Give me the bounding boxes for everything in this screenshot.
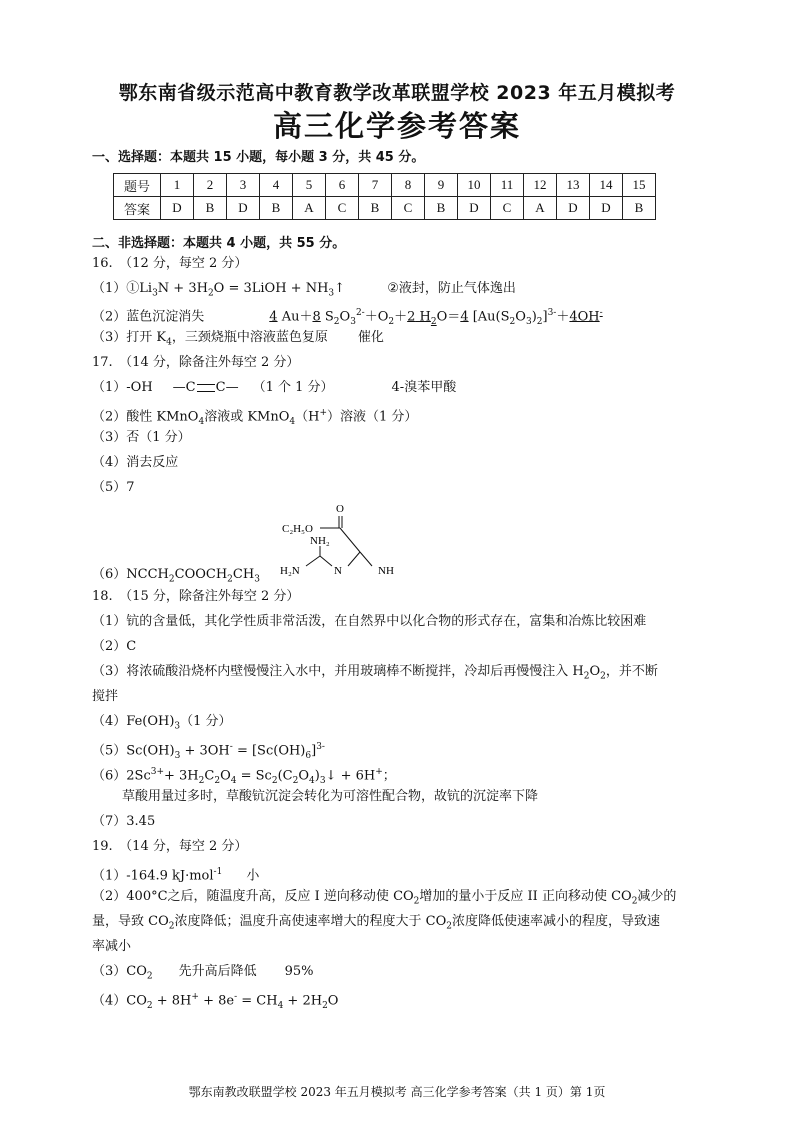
q18-part5: $(5)Sc(OH)_3 + 3OH^- = [Sc(OH)_6]^{3-}$ [92,742,325,761]
q17-part5: （5）7 [92,480,135,495]
q18-part3: （3）将浓硫酸沿烧杯内壁慢慢注入水中，并用玻璃棒不断搅拌，冷却后再慢慢注入 $H_2O_2$，并不断 [92,664,658,682]
text: （6）2Sc [92,768,151,784]
coef: 8 [312,309,321,325]
table-cell: 14 [590,174,623,197]
text: O = 3LiOH + NH [213,281,329,296]
text: = Sc [236,768,272,784]
text: （2）酸性 KMnO [92,409,199,425]
table-cell: 12 [524,174,557,197]
text: + 8e [198,993,235,1009]
text: 增加的量小于反应 II 正向移动使 CO [419,889,632,904]
text: CH [232,567,255,582]
text: 溶液或 KMnO [204,409,290,425]
text: ； [382,768,396,784]
table-cell: B [194,197,227,220]
text: （1 分） [180,714,232,729]
text: + 2H [283,993,323,1009]
oxygen-label: O [336,503,344,515]
q18-part1: （1）钪的含量低，其化学性质非常活泼，在自然界中以化合物的形式存在，富集和冶炼比较困难 [92,614,647,629]
text: （H [295,409,320,425]
q18-part3-cont: 搅拌 [92,689,119,704]
text: ) [314,768,320,784]
text: C— [215,380,239,395]
text: ↑ [334,281,346,296]
section-1-heading: 一、选择题：本题共 15 小题，每小题 3 分，共 45 分。 [92,150,425,165]
bond-line [306,556,320,566]
double-bond-icon [197,384,215,392]
table-cell: 2 [194,174,227,197]
text: O [589,664,601,679]
text: ) [531,309,537,325]
q17-part2: （2）酸性 KMnO$_4$溶液或 KMnO$_4$（H+）溶液（1 分） [92,408,418,427]
table-cell: A [524,197,557,220]
table-cell: B [623,197,656,220]
q19-part3: $(3)CO_2$ 先升高后降低 95% [92,964,314,982]
q19-title: 19. （14 分，每空 2 分） [92,839,248,854]
answer-table-answer-row [114,197,656,220]
q18-part6: $(6)2Sc^{3+}+ 3H_2C_2O_4$ = $Sc_2(C_2O_4)_3↓ + 6H^+$； [92,767,396,786]
text: 量，导致 CO [92,914,169,929]
school-title: 鄂东南省级示范高中教育教学改革联盟学校 2023 年五月模拟考 [118,82,676,104]
text: 先升高后降低 [178,964,257,979]
imine-label: NH [378,565,394,577]
text: （3）将浓硫酸沿烧杯内壁慢慢注入水中，并用玻璃棒不断搅拌，冷却后再慢慢注入 H [92,664,584,679]
text: ＋ [556,309,570,325]
q16-part3: （3）打开 $K_4$，三颈烧瓶中溶液蓝色复原 催化 [92,330,384,348]
text: （4）CO [92,993,147,1009]
table-cell: D [458,197,491,220]
text: 浓度降低；温度升高使速率增大的程度大于 CO [174,914,447,929]
text: （5）Sc(OH) [92,743,175,759]
bond-line [348,552,360,566]
text: （4）Fe(OH) [92,714,175,729]
row-label-question: 题号 [114,174,161,197]
coef: 4 [269,309,278,325]
q17-part3: （3）否（1 分） [92,430,191,445]
amine-label: H₂N [280,565,300,577]
q19-part2-line3: 率减小 [92,939,132,954]
row-label-answer: 答案 [114,197,161,220]
table-cell: D [161,197,194,220]
document-title: 高三化学参考答案 [272,109,521,143]
text: O＝ [436,309,461,325]
pyrimidine-structure-diagram [276,500,406,580]
page-footer: 鄂东南教改联盟学校 2023 年五月模拟考 高三化学参考答案（共 1 页）第 1页 [188,1085,606,1099]
text: （1）-OH [92,380,153,395]
q16-part2: （2）蓝色沉淀消失 4 Au＋8 $S_2O_3^{2-}+O_2+2$ $H_2O=4$ $[Au(S_2O_3)_2]^{3-}+4OH^-$ [92,308,603,327]
section-2-heading: 二、非选择题：本题共 4 小题，共 55 分。 [92,236,346,251]
text: ↓ + 6H [325,768,376,784]
amino-label: NH₂ [310,535,330,547]
table-cell: 13 [557,174,590,197]
text: (C [277,768,293,784]
text: = CH [237,993,278,1009]
text: O [339,309,351,325]
bond-line [320,556,332,566]
table-cell: C [392,197,425,220]
text: = [Sc(OH) [232,743,306,759]
q19-part4: $(4)CO_2 + 8H^+ + 8e^- = CH_4 + 2H_2O$ [92,992,339,1011]
table-cell: 7 [359,174,392,197]
text: —C [172,380,196,395]
text: C [204,768,215,784]
text: [Au(S [468,309,510,325]
table-cell: 3 [227,174,260,197]
text: （3）打开 K [92,330,167,345]
q19-part2-line2: 量，导致 $CO_2$浓度降低；温度升高使速率增大的程度大于 $CO_2$浓度降低使速率减小的程度，导致速 [92,914,660,932]
text: ] [311,743,317,759]
table-cell: C [326,197,359,220]
text: ＋ [394,309,408,325]
table-cell: 4 [260,174,293,197]
q19-part2-line1: （2）400°C之后，随温度升高，反应 I 逆向移动使 $CO_2$增加的量小于反应 II 正向移动使 $CO_2$减少的 [92,889,677,907]
answer-table-question-row [114,174,656,197]
text: O [515,309,526,325]
table-cell: 15 [623,174,656,197]
text: 4-溴苯甲酸 [391,380,457,395]
text: Au＋ [277,309,313,325]
table-cell: 8 [392,174,425,197]
text: （1）①Li [92,281,153,296]
table-cell: A [293,197,326,220]
bond-line [340,528,360,552]
text: ）溶液（1 分） [327,409,418,425]
table-cell: 1 [161,174,194,197]
text: H [415,309,431,325]
q18-part2: （2）C [92,639,137,654]
q18-part4: $(4)Fe(OH)_3(1$ 分） [92,714,232,732]
table-cell: D [557,197,590,220]
table-cell: B [425,197,458,220]
text: ＋O [364,309,389,325]
text: COOCH [174,567,228,582]
coef: 4OH [569,309,600,325]
text: O [220,768,231,784]
q17-part4: （4）消去反应 [92,455,179,470]
text: （1 个 1 分） [252,380,334,395]
text: ，三颈烧瓶中溶液蓝色复原 [171,330,328,345]
text: 浓度降低使速率减小的程度，导致速 [451,914,660,929]
q18-part7: （7）3.45 [92,814,156,829]
table-cell: B [260,197,293,220]
text: 小 [246,868,260,884]
text: 95% [284,964,314,979]
text: 催化 [357,330,384,345]
text: ，并不断 [605,664,658,679]
text: （6）NCCH [92,567,169,582]
text: S [320,309,334,325]
nitrogen-label: N [334,565,342,577]
table-cell: C [491,197,524,220]
text: N + 3H [157,281,208,296]
q16-title: 16. （12 分，每空 2 分） [92,256,248,271]
text: + 3H [164,768,199,784]
q17-part6: $(6)NCCH_2COOCH_2CH_3$ [92,567,260,585]
text: ②液封，防止气体逸出 [387,281,516,296]
bond-line [360,552,372,566]
table-cell: D [590,197,623,220]
table-cell: 11 [491,174,524,197]
table-cell: 9 [425,174,458,197]
q17-title: 17. （14 分，除备注外每空 2 分） [92,355,300,370]
table-cell: D [227,197,260,220]
answer-table [113,173,656,220]
text: （2）蓝色沉淀消失 [92,309,205,325]
coef: 4 [460,309,469,325]
table-cell: 10 [458,174,491,197]
text: ] [542,309,548,325]
text: O [327,993,339,1009]
q18-title: 18. （15 分，除备注外每空 2 分） [92,589,300,604]
text: （3）CO [92,964,147,979]
table-cell: B [359,197,392,220]
q17-part1 [92,379,456,397]
table-cell: 6 [326,174,359,197]
text: O [298,768,309,784]
coef: 2 [407,309,416,325]
text: + 8H [152,993,192,1009]
q16-part1: $(1)①Li_3N + 3H_2O$ = 3LiOH + $NH_3↑$ ②液封，防止气体逸出 [92,281,516,299]
text: （1）-164.9 kJ·mol [92,868,214,884]
q18-part6-note: 草酸用量过多时，草酸钪沉淀会转化为可溶性配合物，故钪的沉淀率下降 [122,789,539,804]
table-cell: 5 [293,174,326,197]
ethoxy-label: C₂H₅O [282,523,313,535]
text: 减少的 [637,889,677,904]
q19-part1: （1）-164.9 kJ·mol$^{-1}$ 小 [92,867,260,884]
text: + 3OH [180,743,230,759]
text: （2）400°C之后，随温度升高，反应 I 逆向移动使 CO [92,889,414,904]
